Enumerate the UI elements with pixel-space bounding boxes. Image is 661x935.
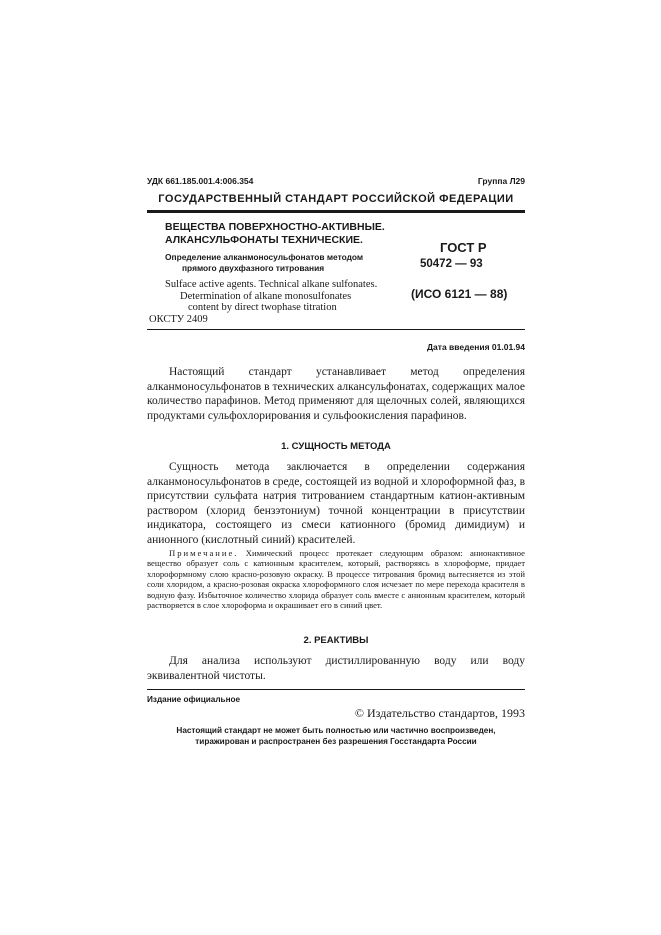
udk-code: УДК 661.185.001.4:006.354	[147, 176, 254, 186]
group-code: Группа Л29	[477, 176, 525, 186]
document-title-line1: ВЕЩЕСТВА ПОВЕРХНОСТНО-АКТИВНЫЕ.	[165, 221, 385, 233]
section1-heading: 1. СУЩНОСТЬ МЕТОДА	[281, 441, 391, 452]
iso-reference: (ИСО 6121 — 88)	[411, 287, 508, 301]
gost-label: ГОСТ Р	[440, 240, 487, 255]
english-title-line2: Determination of alkane monosulfonates	[180, 291, 352, 302]
section1-text: Сущность метода заключается в определении содержания алканмоносульфонатов в среде, состоящей из водной и хлороформной фаз, в присутствии сульфата натрия титрованием стандартным катион-активным раствором (хлорид бензэтониум) точной концентрации в присутствии индикатора, состоящего из смеси катионного (бромид димидиум) и анионного (кислотный синий) красителей.	[147, 461, 525, 546]
standard-title: ГОСУДАРСТВЕННЫЙ СТАНДАРТ РОССИЙСКОЙ ФЕДЕРАЦИИ	[158, 193, 514, 205]
intro-paragraph: Настоящий стандарт устанавливает метод определения алканмоносульфонатов в технических алкансульфонатах, содержащих малое количество парафинов. Метод применяют для щелочных солей, являющихся продуктами сульфохлорирования и сульфоокисления парафинов.	[147, 366, 525, 422]
document-subtitle-line1: Определение алканмоносульфонатов методом	[165, 252, 364, 262]
document-subtitle-line2: прямого двухфазного титрования	[182, 263, 325, 273]
section1-note	[147, 548, 525, 610]
english-title-line1: Sulface active agents. Technical alkane sulfonates.	[165, 279, 378, 290]
section2-text: Для анализа используют дистиллированную воду или воду эквивалентной чистоты.	[147, 655, 525, 682]
section2-heading: 2. РЕАКТИВЫ	[303, 635, 369, 646]
reproduction-notice-line2: тиражирован и распространен без разрешения Госстандарта России	[195, 737, 477, 746]
effective-date: Дата введения 01.01.94	[427, 342, 525, 352]
note-label: Примечание.	[169, 548, 239, 558]
reproduction-notice-line1: Настоящий стандарт не может быть полностью или частично воспроизведен,	[176, 726, 496, 735]
gost-number: 50472 — 93	[420, 258, 483, 270]
official-edition: Издание официальное	[147, 695, 241, 704]
note-text: Химический процесс протекает следующим образом: анионактивное вещество образует соль с катионным красителем, который, растворяясь в хлороформе, придает хлороформному слою красно-розовую окраску. В процессе титрования бромид вытесняется из этой соли хлоридом, а красно-розовая окраска хлороформного слоя исчезает по мере перехода красителя в водную фазу. Избыточное количество хлорида образует соль вместе с анионным красителем, который растворяется в слое хлороформа и окрашивает его в синий цвет.	[147, 548, 526, 611]
header-rule	[147, 210, 525, 213]
document-title-line2: АЛКАНСУЛЬФОНАТЫ ТЕХНИЧЕСКИЕ.	[165, 234, 363, 246]
copyright: © Издательство стандартов, 1993	[354, 706, 525, 720]
title-rule	[147, 329, 525, 330]
footer-rule	[147, 689, 525, 690]
okstu-code: ОКСТУ 2409	[149, 314, 208, 325]
english-title-line3: content by direct twophase titration	[188, 302, 337, 313]
